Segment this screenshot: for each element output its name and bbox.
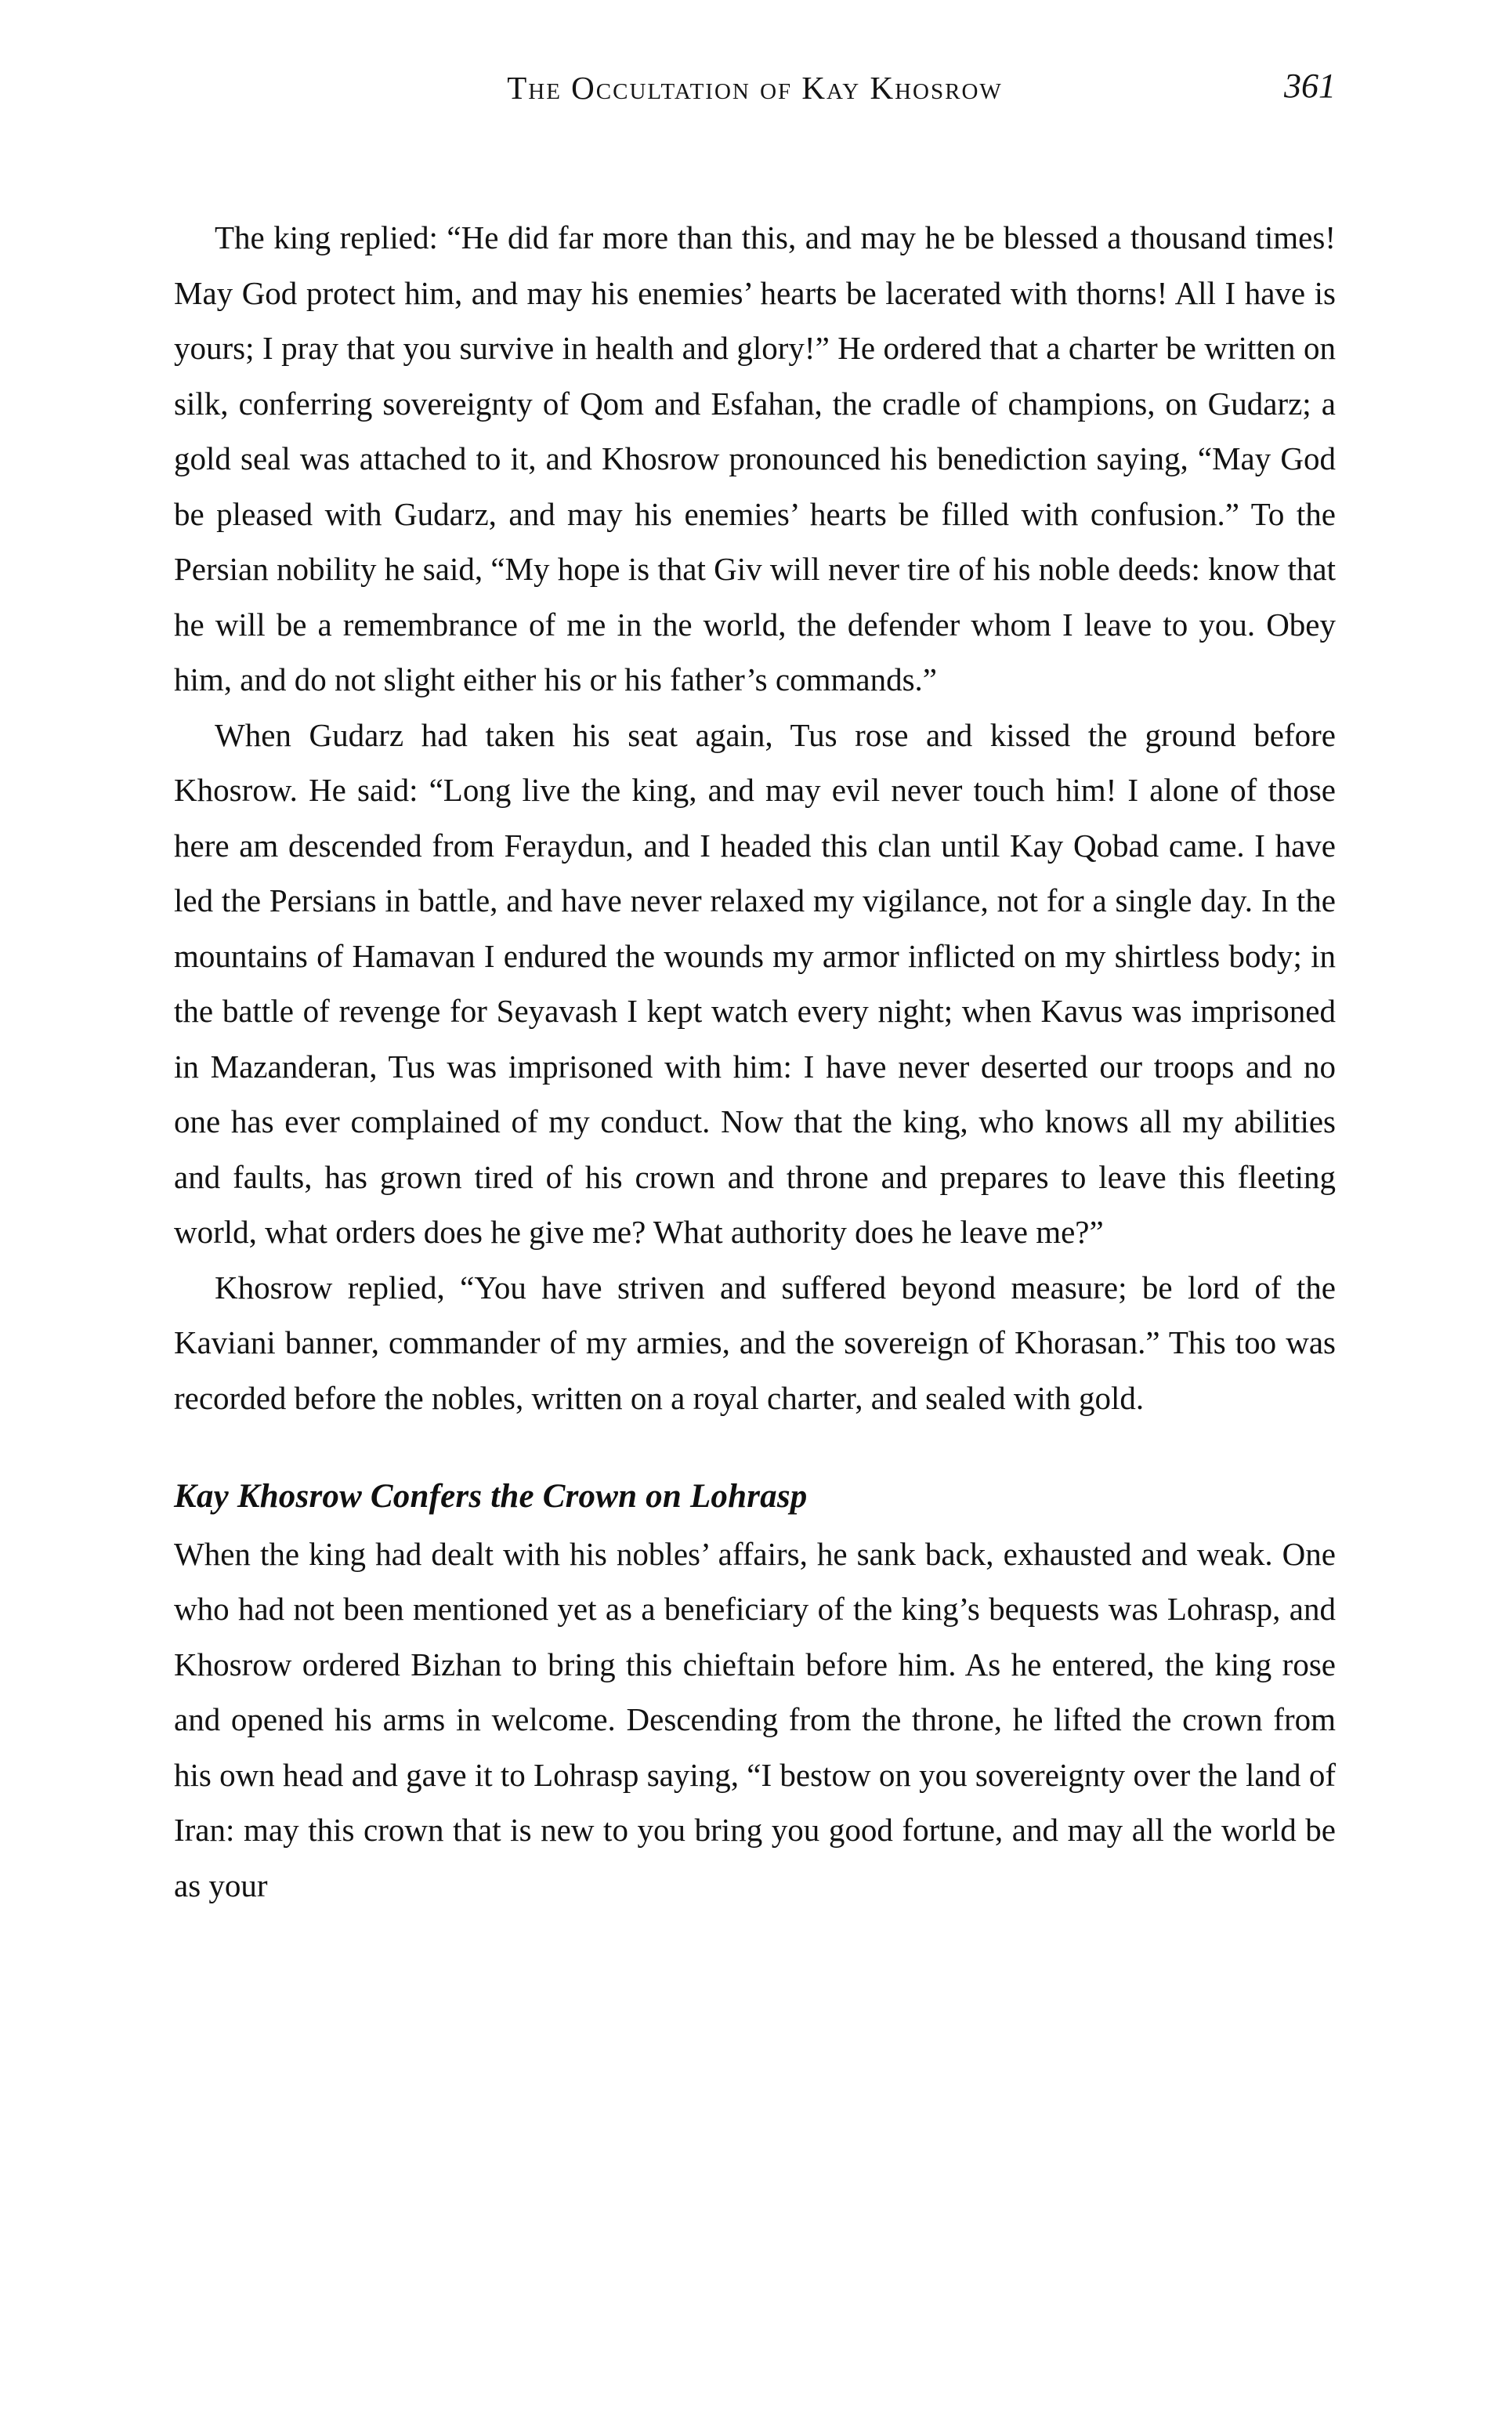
body-paragraph-1: The king replied: “He did far more than this, and may he be blessed a thousand times! May God protect him, and may his enemies’ hearts be lacerated with thorns! All I have is yours; I pray that you survive in health and glory!” He ordered that a charter be written on silk, conferring sovereignty of Qom and Esfahan, the cradle of champions, on Gudarz; a gold seal was attached to it, and Khosrow pronounced his benediction saying, “May God be pleased with Gudarz, and may his enemies’ hearts be filled with confusion.” To the Persian nobility he said, “My hope is that Giv will never tire of his noble deeds: know that he will be a remembrance of me in the world, the defender whom I leave to you. Obey him, and do not slight either his or his father’s commands.”: [174, 219, 1336, 697]
running-head-title: The Occultation of Kay Khosrow: [507, 70, 1003, 106]
body-paragraph-2: When Gudarz had taken his seat again, Tus rose and kissed the ground before Khosrow. He said: “Long live the king, and may evil never touch him! I alone of those here am descended from Feraydun, and I headed this clan until Kay Qobad came. I have led the Persians in battle, and have never relaxed my vigilance, not for a single day. In the mountains of Hamavan I endured the wounds my armor inflicted on my shirtless body; in the battle of revenge for Seyavash I kept watch every night; when Kavus was imprisoned in Mazanderan, Tus was imprisoned with him: I have never deserted our troops and no one has ever complained of my conduct. Now that the king, who knows all my abilities and faults, has grown tired of his crown and throne and prepares to leave this fleeting world, what orders does he give me? What authority does he leave me?”: [174, 716, 1336, 1250]
section-heading: Kay Khosrow Confers the Crown on Lohrasp: [174, 1478, 808, 1515]
body-paragraph-3: Khosrow replied, “You have striven and suffered beyond measure; be lord of the Kaviani banner, commander of my armies, and the sovereign of Khorasan.” This too was recorded before the nobles, written on a royal charter, and sealed with gold.: [174, 1269, 1336, 1416]
running-head: [174, 67, 1336, 119]
heading-spacer-above: [174, 1425, 1336, 1469]
body-paragraph-4: When the king had dealt with his nobles’ affairs, he sank back, exhausted and weak. One who had not been mentioned yet as a beneficiary of the king’s bequests was Lohrasp, and Khosrow ordered Bizhan to bring this chieftain before him. As he entered, the king rose and opened his arms in welcome. Descending from the throne, he lifted the crown from his own head and gave it to Lohrasp saying, “I bestow on you sovereignty over the land of Iran: may this crown that is new to you bring you good fortune, and may all the world be as your: [174, 1535, 1336, 1903]
page-number: 361: [1284, 67, 1336, 105]
text-block: [174, 210, 1336, 1913]
